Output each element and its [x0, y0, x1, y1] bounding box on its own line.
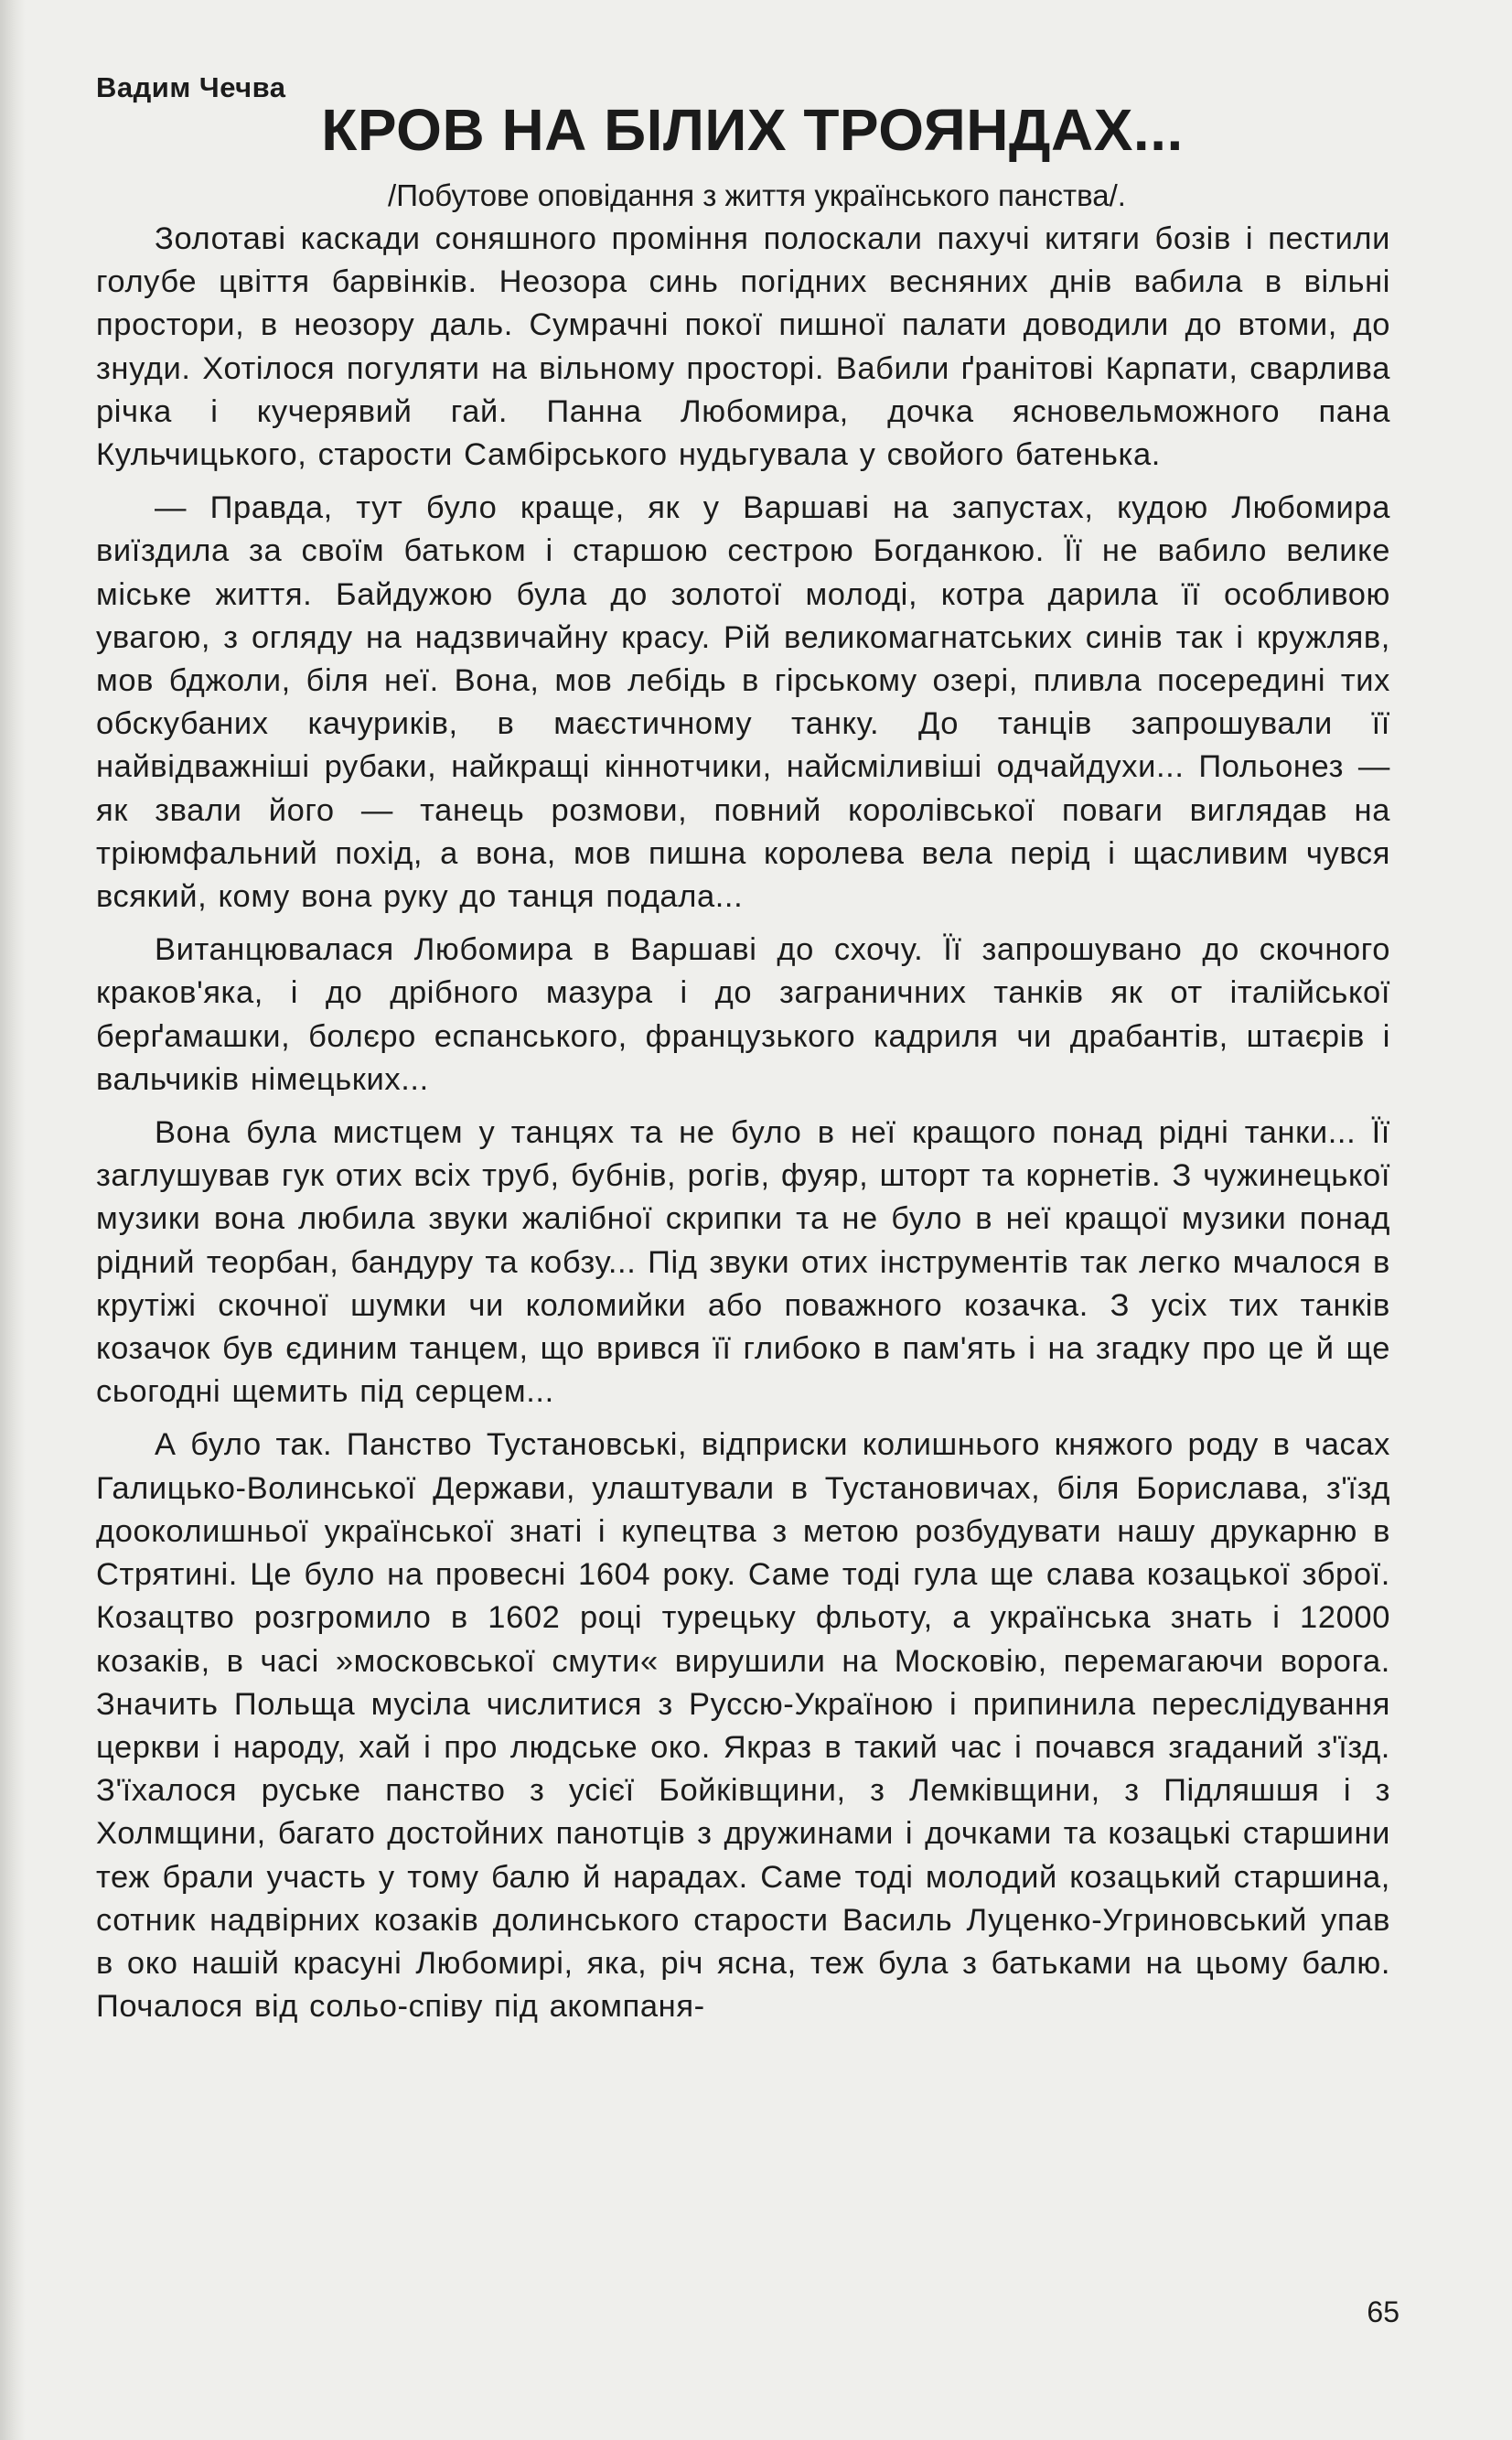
paragraph: Витанцювалася Любомира в Варшаві до схочу. Її запрошувано до скочного краков'яка, і до дрібного мазура і до заграничних танків як от італійської берґамашки, болєро еспанського, французького кадриля чи драбантів, штаєрів і вальчиків німецьких... [96, 932, 1390, 1097]
page-content [96, 64, 1390, 2038]
author-name: Вадим Чечва [96, 71, 286, 103]
paragraph: Золотаві каскади соняшного проміння полоскали пахучі китяги бозів і пестили голубе цвіття барвінків. Неозора синь погідних весняних днів вабила в вільні простори, в неозору даль. Сумрачні покої пишної палати доводили до втоми, до знуди. Хотілося погуляти на вільному просторі. Вабили ґранітові Карпати, сварлива річка і кучерявий гай. Панна Любомира, дочка ясновельможного пана Кульчицького, старости Самбірського нудьгувала у свойого батенька. [96, 221, 1390, 473]
story-subtitle: /Побутове оповідання з життя українського панства/. [388, 178, 1126, 212]
paragraph: А було так. Панство Тустановські, відприски колишнього княжого роду в часах Галицько-Волинської Держави, улаштували в Тустановичах, біля Борислава, з'їзд дооколишньої української знаті і купецтва з метою розбудувати нашу друкарню в Стрятині. Це було на провесні 1604 року. Саме тоді гула ще слава козацької зброї. Козацтво розгромило в 1602 році турецьку фльоту, а українська знать і 12000 козаків, в часі »московської смути« вирушили на Московію, перемагаючи ворога. Значить Польща мусіла числитися з Руссю-Україною і припинила переслідування церкви і народу, хай і про людське око. Якраз в такий час і почався згаданий з'їзд. З'їхалося руське панство з усієї Бойківщини, з Лемківщини, з Підляшшя і з Холмщини, багато достойних панотців з дружинами і дочками та козацькі старшини теж брали участь у тому балю й нарадах. Саме тоді молодий козацький старшина, сотник надвірних козаків долинського старости Василь Луценко-Угриновський упав в око нашій красуні Любомирі, яка, річ ясна, теж була з батьками на цьому балю. Почалося від сольо-співу під акомпаня- [96, 1427, 1390, 2025]
page-binding-shadow [0, 0, 26, 2440]
paragraph: Вона була мистцем у танцях та не було в неї кращого понад рідні танки... Її заглушував гук отих всіх труб, бубнів, рогів, фуяр, шторт та корнетів. З чужинецької музики вона любила звуки жалібної скрипки та не було в неї кращої музики понад рідний теорбан, бандуру та кобзу... Під звуки отих інструментів так легко мчалося в крутіжі скочної шумки чи коломийки або поважного козачка. З усіх тих танків козачок був єдиним танцем, що врився її глибоко в пам'ять і на згадку про це й ще сьогодні щемить під серцем... [96, 1115, 1390, 1410]
story-body [96, 218, 1390, 2028]
paragraph: — Правда, тут було краще, як у Варшаві на запустах, кудою Любомира виїздила за своїм батьком і старшою сестрою Богданкою. Її не вабило велике міське життя. Байдужою була до золотої молоді, котра дарила її особливою увагою, з огляду на надзвичайну красу. Рій великомагнатських синів так і кружляв, мов бджоли, біля неї. Вона, мов лебідь в гірському озері, пливла посередині тих обскубаних качуриків, в маєстичному танку. До танців запрошували її найвідважніші рубаки, найкращі кіннотчики, найсміливіші одчайдухи... Польонез — як звали його — танець розмови, повний королівської поваги виглядав на тріюмфальний похід, а вона, мов пишна королева вела перід і щасливим чувся всякий, кому вона руку до танця подала... [96, 490, 1390, 915]
story-title: КРОВ НА БІЛИХ ТРОЯНДАХ... [321, 97, 1184, 163]
page-number: 65 [1367, 2295, 1399, 2328]
